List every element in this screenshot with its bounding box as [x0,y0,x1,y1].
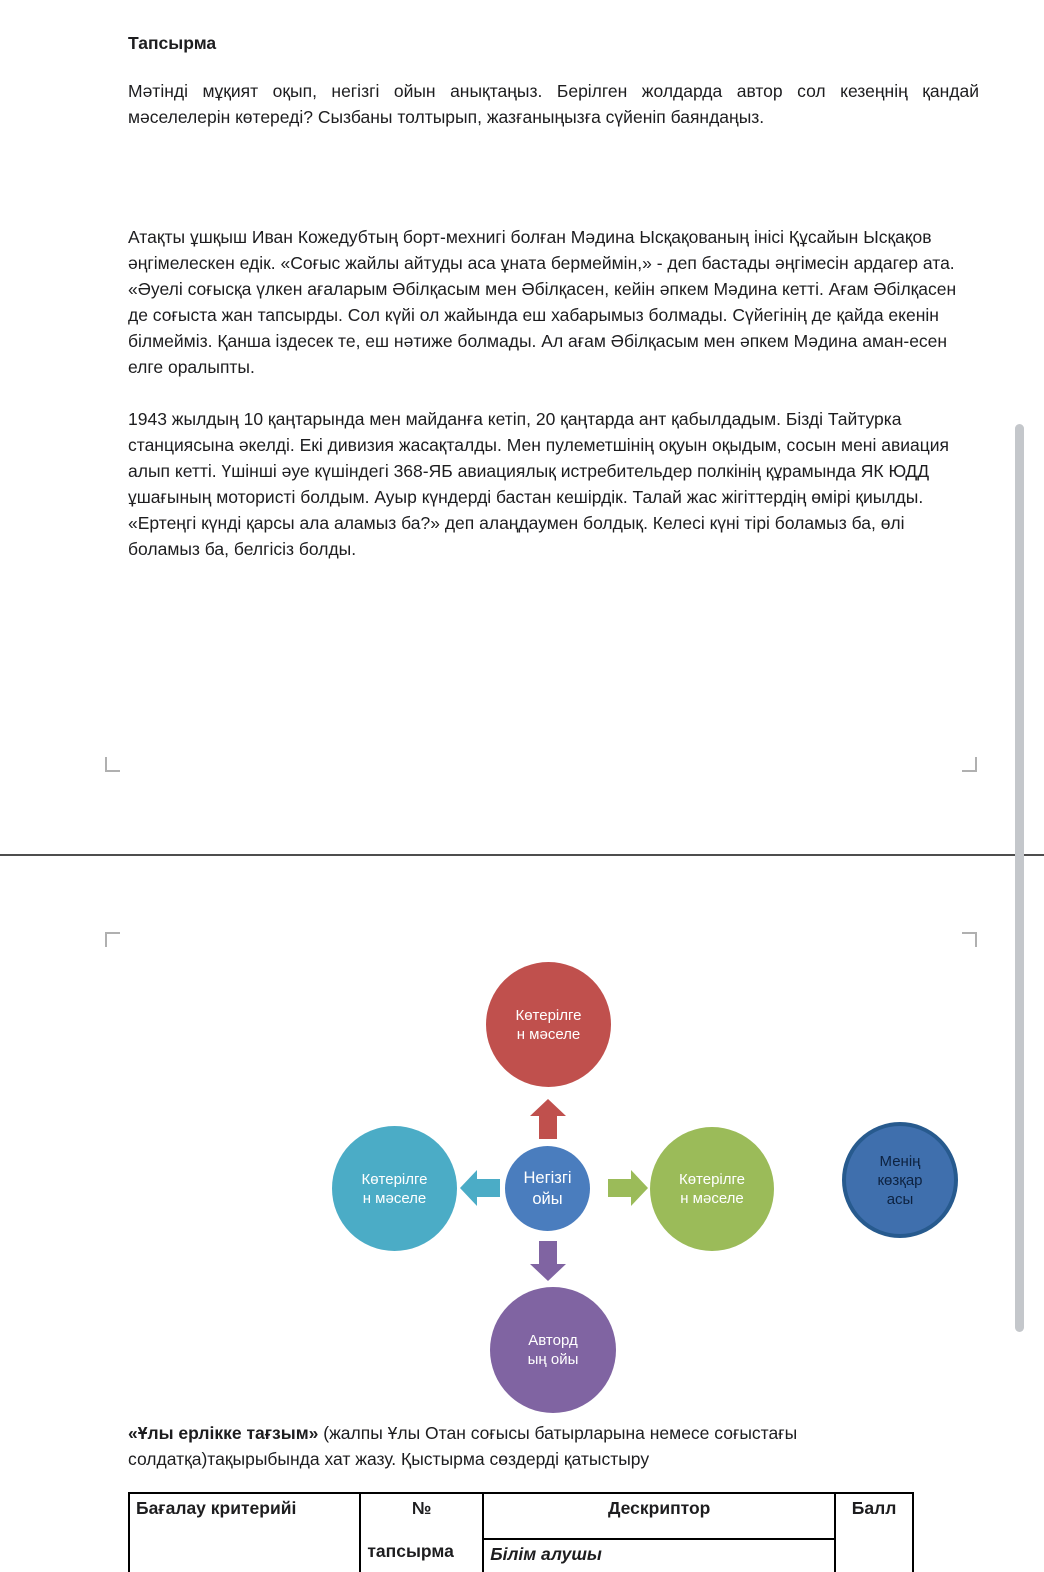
raised-issue-right-circle [650,1127,774,1251]
raised-issue-left-circle [332,1126,457,1251]
page-divider [0,854,1044,856]
table-header-task-no-word: тапсырма [367,1541,454,1561]
margin-corner-mark [105,932,120,947]
margin-corner-mark [962,757,977,772]
table-header-score: Балл [835,1493,913,1572]
circle-label: Көтерілген мәселе [515,1006,582,1043]
assignment-title: «Ұлы ерлікке тағзым» [128,1423,319,1443]
circle-label: Менің көзқарасы [877,1152,923,1208]
main-idea-center-circle [505,1146,590,1231]
story-paragraph-2: 1943 жылдың 10 қаңтарында мен майданға кетіп, 20 қаңтарда ант қабылдадым. Бізді Тайтурка станциясына әкелді. Екі дивизия жасақталды. Мен пулеметшінің оқуын оқыдым, сосын мені авиация алып кетті. Үшінші әуе күшіндегі 368-ЯБ авиациялық истребительдер полкінің құрамында ЯК ЮДД ұшағының мотористі болдым. Ауыр күндерді бастан кешірдік. Талай жас жігіттердің өмірі қиылды. «Ертеңгі күнді қарсы ала аламыз ба?» деп алаңдаумен болдық. Келесі күні тірі боламыз ба, өлі боламыз ба, белгісіз болды. [128,409,950,559]
raised-issue-top-circle [486,962,611,1087]
table-header-criteria: Бағалау критерийі [129,1493,360,1572]
circle-label: Автордың ойы [527,1332,579,1368]
my-opinion-circle [842,1122,958,1238]
author-idea-bottom-circle [490,1287,616,1413]
circle-label: Негізгі ойы [523,1168,572,1208]
table-header-task-no-symbol: № [412,1498,432,1518]
table-header-task-no [360,1493,483,1572]
circle-label: Көтерілген мәселе [678,1171,746,1207]
arrow-down-icon [530,1241,566,1281]
margin-corner-mark [962,932,977,947]
margin-corner-mark [105,757,120,772]
table-cell-descriptor: Білім алушы [483,1539,835,1572]
table-header-descriptor: Дескриптор [483,1493,835,1539]
arrow-up-icon [530,1099,566,1139]
document-title: Тапсырма [128,33,217,53]
assignment-text: (жалпы Ұлы Отан соғысы батырларына немесе соғыстағы солдатқа)тақырыбында хат жазу. Қыстырма сөздерді қатыстыру [128,1423,798,1469]
task-paragraph: Мәтінді мұқият оқып, негізгі ойын анықтаңыз. Берілген жолдарда автор сол кезеңнің қандай мәселелерін көтереді? Сызбаны толтырып, жазғаныңызға сүйеніп баяндаңыз. [128,81,979,127]
arrow-right-icon [608,1170,648,1206]
assessment-table [128,1492,914,1572]
arrow-left-icon [460,1170,500,1206]
assignment-paragraph [128,1420,979,1472]
story-paragraph-1: Атақты ұшқыш Иван Кожедубтың борт-мехнигі болған Мәдина Ысқақованың інісі Құсайын Ысқақов әңгімелескен едік. «Соғыс жайлы айтуды аса ұната бермеймін,» - деп бастады әңгімесін ардагер ата. «Әуелі соғысқа үлкен ағаларым Әбілқасым мен Әбілқасен, кейін әпкем Мәдина кетті. Ағам Әбілқасен де соғыста жан тапсырды. Сол күйі ол жайында еш хабарымыз болмады. Сүйегінің де қайда екенін білмейміз. Қанша іздесек те, еш нәтиже болмады. Ал ағам Әбілқасым мен әпкем Мәдина аман-есен елге оралыпты. [128,227,957,377]
circle-label: Көтерілген мәселе [361,1170,428,1207]
scrollbar-thumb[interactable] [1015,424,1024,1332]
